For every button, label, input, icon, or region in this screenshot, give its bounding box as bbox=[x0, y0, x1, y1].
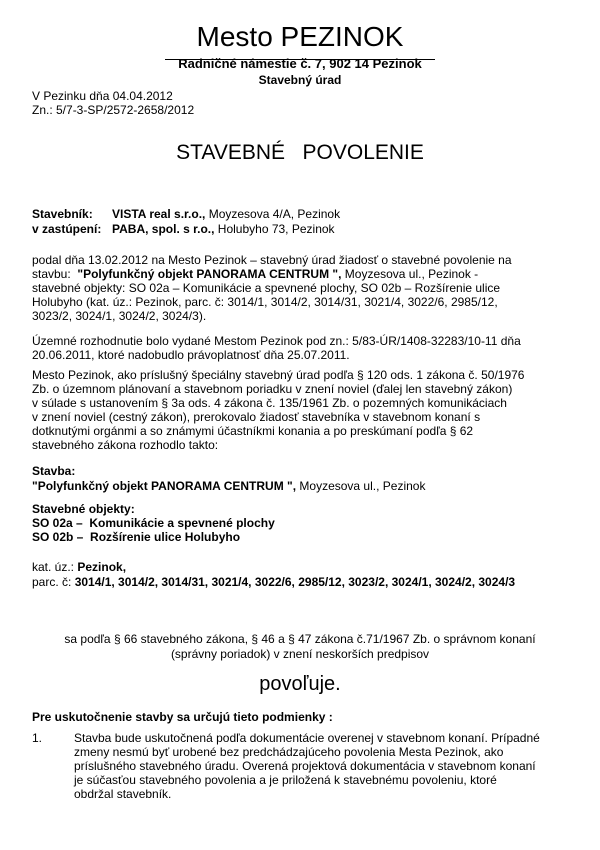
building-name: "Polyfunkčný objekt PANORAMA CENTRUM ", Moyzesova ul., Pezinok bbox=[32, 479, 426, 493]
parcel-numbers: parc. č: 3014/1, 3014/2, 3014/31, 3021/4, 3022/6, 2985/12, 3023/2, 3024/1, 3024/2, 3024/3 bbox=[32, 575, 516, 589]
authority-paragraph: Mesto Pezinok, ako príslušný špeciálny stavebný úrad podľa § 120 ods. 1 zákona č. 50/1976 Zb. o územnom plánovaní a stavebnom poriadku v znení noviel (ďalej len stavebný zákon) v súlade s ustanovením § 3a ods. 4 zákona č. 135/1961 Zb. o pozemných komunikáciach v znení noviel (cestný zákon), prerokovalo žiadosť stavebníka v stavebnom konaní s dotknutými orgánmi a so známymi účastníkmi konania a po preskúmaní podľa § 62 stavebného zákona rozhodlo takto: bbox=[32, 368, 525, 452]
conditions-heading: Pre uskutočnenie stavby sa určujú tieto podmienky : bbox=[32, 710, 333, 724]
object-item: SO 02b – Rozšírenie ulice Holubyho bbox=[32, 530, 241, 544]
legal-basis-line1: sa podľa § 66 stavebného zákona, § 46 a § 47 zákona č.71/1967 Zb. o správnom konaní bbox=[64, 632, 536, 646]
object-item: SO 02a – Komunikácie a spevnené plochy bbox=[32, 516, 275, 530]
representative-label: v zastúpení: bbox=[32, 222, 102, 236]
representative: PABA, spol. s r.o., Holubyho 73, Pezinok bbox=[112, 222, 335, 236]
condition-item: Stavba bude uskutočnená podľa dokumentácie overenej v stavebnom konaní. Prípadné zmeny nesmú byť urobené bez predchádzajúceho povolenia Mesta Pezinok, ako príslušného stavebného úradu. Overená projektová dokumentácia v stavebnom konaní je súčasťou stavebného povolenia a je priložená k stavebnému povoleniu, ktoré obdržal stavebník. bbox=[74, 731, 540, 801]
legal-basis-line2: (správny poriadok) v znení neskorších predpisov bbox=[170, 647, 430, 661]
header-rule bbox=[165, 59, 435, 60]
objects-section bbox=[32, 502, 275, 544]
condition-number: 1. bbox=[32, 731, 43, 745]
city-address: Radničné námestie č. 7, 902 14 Pezinok bbox=[178, 56, 422, 71]
city-title: Mesto PEZINOK bbox=[196, 21, 404, 52]
document-title: STAVEBNÉ POVOLENIE bbox=[176, 141, 424, 164]
office-name: Stavebný úrad bbox=[258, 73, 342, 87]
cadastral-area: kat. úz.: Pezinok, bbox=[32, 560, 127, 574]
zoning-paragraph: Územné rozhodnutie bolo vydané Mestom Pezinok pod zn.: 5/83-ÚR/1408-32283/10-11 dňa 20.06.2011, ktoré nadobudlo právoplatnosť dňa 25.07.2011. bbox=[32, 334, 521, 362]
place-date: V Pezinku dňa 04.04.2012 bbox=[32, 89, 173, 103]
builder: VISTA real s.r.o., Moyzesova 4/A, Pezinok bbox=[112, 207, 341, 221]
building-label: Stavba: bbox=[32, 464, 76, 478]
objects-label: Stavebné objekty: bbox=[32, 502, 135, 516]
builder-label: Stavebník: bbox=[32, 207, 93, 221]
decision-verb: povoľuje. bbox=[259, 673, 341, 695]
reference-number: Zn.: 5/7-3-SP/2572-2658/2012 bbox=[32, 103, 195, 117]
application-paragraph: podal dňa 13.02.2012 na Mesto Pezinok – stavebný úrad žiadosť o stavebné povolenie na stavbu: "Polyfunkčný objekt PANORAMA CENTRUM ", Moyzesova ul., Pezinok - stavebné objekty: SO 02a – Komunikácie a spevnené plochy, SO 02b – Rozšírenie ulice Holubyho (kat. úz.: Pezinok, parc. č: 3014/1, 3014/2, 3014/31, 3021/4, 3022/6, 2985/12, 3023/2, 3024/1, 3024/2, 3024/3). bbox=[32, 253, 512, 323]
